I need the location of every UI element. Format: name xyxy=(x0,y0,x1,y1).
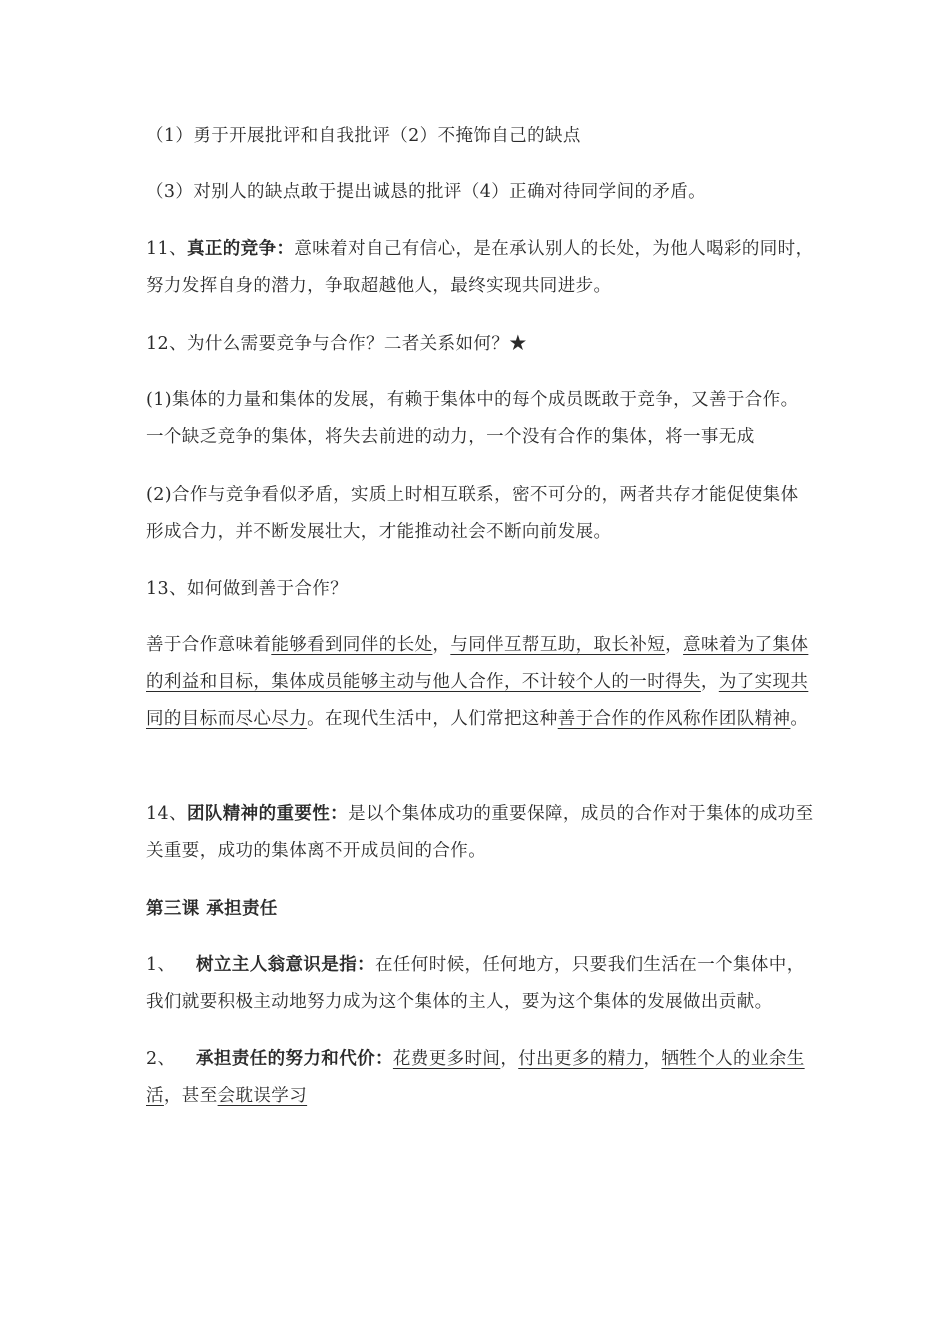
paragraph-text: （3）对别人的缺点敢于提出诚恳的批评（4）正确对待同学间的矛盾。 xyxy=(146,182,707,202)
question-text: 13、如何做到善于合作？ xyxy=(146,579,349,599)
underlined-text: 与同伴互帮互助，取长补短 xyxy=(450,635,666,655)
bold-term: 树立主人翁意识是指： xyxy=(196,955,375,975)
paragraph-text: 善于合作意味着 xyxy=(146,635,272,655)
paragraph-text: ， xyxy=(665,635,684,655)
paragraph-criticism-1 xyxy=(146,118,814,155)
paragraph-true-competition xyxy=(146,231,814,305)
bold-term: 团队精神的重要性： xyxy=(186,804,349,824)
paragraph-text: 是以个集体成功的重要保障，成员的合作对于集体的成功至关重要，成功的集体离不开成员间的合作。 xyxy=(146,804,814,861)
underlined-text: 为了实现共同的目标而尽心尽力 xyxy=(146,672,809,729)
bold-term: 真正的竞争： xyxy=(186,239,295,259)
underlined-text: 会耽误学习 xyxy=(217,1086,308,1106)
paragraph-text: 在任何时候，任何地方，只要我们生活在一个集体中，我们就要积极主动地努力成为这个集体的主人，要为这个集体的发展做出贡献。 xyxy=(146,955,805,1012)
paragraph-text: （1）勇于开展批评和自我批评（2）不掩饰自己的缺点 xyxy=(146,126,581,146)
underlined-text: 意味着为了集体的利益和目标，集体成员能够主动与他人合作，不计较个人的一时得失 xyxy=(146,635,809,692)
paragraph-criticism-2 xyxy=(146,174,814,211)
paragraph-text: (2)合作与竞争看似矛盾，实质上时相互联系，密不可分的，两者共存才能促使集体形成合力，并不断发展壮大，才能推动社会不断向前发展。 xyxy=(146,485,799,542)
item-number: 14、 xyxy=(146,804,187,824)
question-text: 12、为什么需要竞争与合作？二者关系如何？★ xyxy=(146,334,528,354)
paragraph-text: ， xyxy=(500,1049,519,1069)
paragraph-responsibility-cost xyxy=(146,1041,814,1115)
paragraph-team-spirit xyxy=(146,796,814,870)
paragraph-text: ， xyxy=(643,1049,662,1069)
paragraph-text: ， xyxy=(432,635,451,655)
underlined-text: 善于合作的作风称作团队精神 xyxy=(557,709,791,729)
paragraph-text: ，甚至 xyxy=(163,1086,218,1106)
paragraph-text: (1)集体的力量和集体的发展，有赖于集体中的每个成员既敢于竞争，又善于合作。一个缺乏竞争的集体，将失去前进的动力，一个没有合作的集体，将一事无成 xyxy=(146,390,799,447)
bold-term: 承担责任的努力和代价： xyxy=(196,1049,393,1069)
paragraph-text: ， xyxy=(700,672,719,692)
paragraph-answer-12-2 xyxy=(146,477,814,551)
paragraph-ownership xyxy=(146,947,814,1021)
underlined-text: 花费更多时间 xyxy=(392,1049,501,1069)
heading-text: 第三课 承担责任 xyxy=(146,899,278,919)
question-12 xyxy=(146,326,814,363)
item-number: 2、 xyxy=(146,1049,176,1069)
paragraph-text: 意味着对自己有信心，是在承认别人的长处，为他人喝彩的同时，努力发挥自身的潜力，争取超越他人，最终实现共同进步。 xyxy=(146,239,814,296)
underlined-text: 付出更多的精力 xyxy=(518,1049,644,1069)
underlined-text: 能够看到同伴的长处 xyxy=(271,635,433,655)
paragraph-text: 。 xyxy=(790,709,809,729)
item-number: 1、 xyxy=(146,955,176,975)
section-heading xyxy=(146,891,814,928)
item-number: 11、 xyxy=(146,239,187,259)
paragraph-text: 。在现代生活中，人们常把这种 xyxy=(307,709,558,729)
paragraph-answer-13 xyxy=(146,627,814,738)
paragraph-answer-12-1 xyxy=(146,382,814,456)
question-13 xyxy=(146,571,814,608)
underlined-text: 牺牲个人的业余生活 xyxy=(146,1049,805,1106)
